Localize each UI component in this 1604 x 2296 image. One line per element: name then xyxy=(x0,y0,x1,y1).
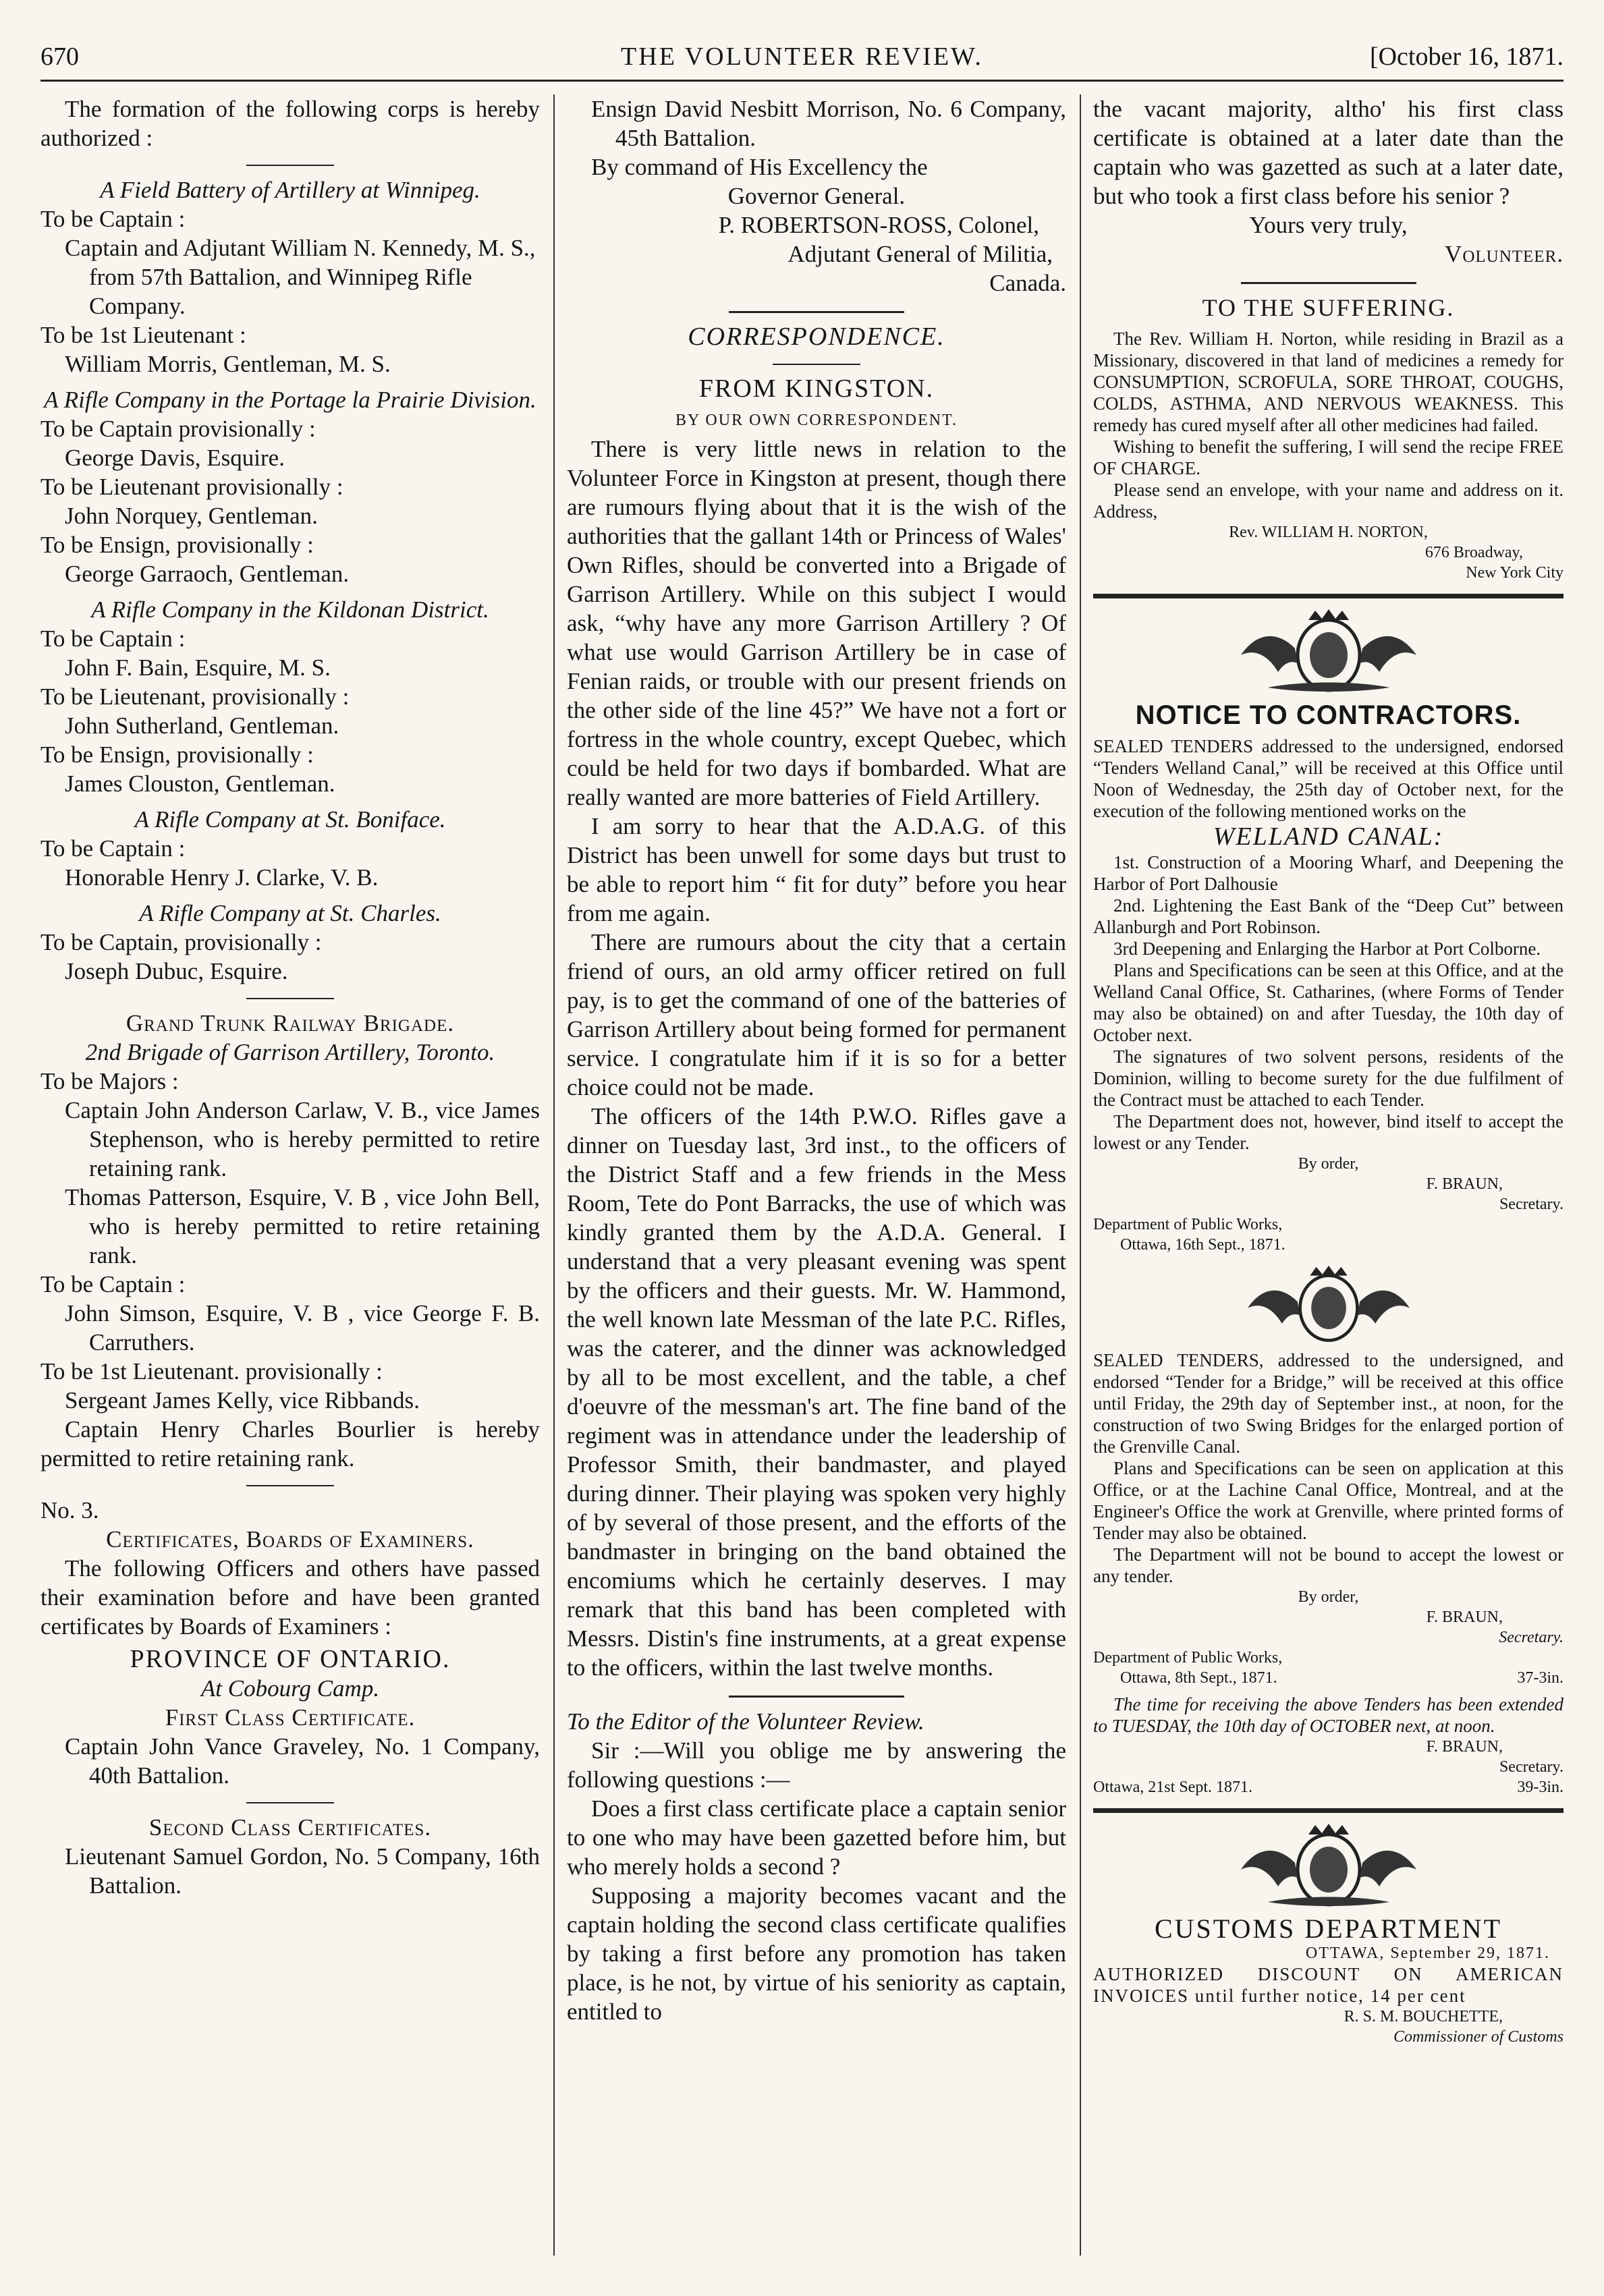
separator xyxy=(246,1802,334,1803)
province-heading: PROVINCE OF ONTARIO. xyxy=(130,1645,451,1673)
notice-signature: By order, xyxy=(1298,1155,1359,1173)
columns xyxy=(40,94,1564,2269)
masthead-title: THE VOLUNTEER REVIEW. xyxy=(621,43,983,71)
appointment: Captain and Adjutant William N. Kennedy, M. S., from 57th Battalion, and Winnipeg Rifle Company. xyxy=(65,235,536,319)
notice-text: The time for receiving the above Tenders has been extended to TUESDAY, the 10th day of OCTOBER next, at noon. xyxy=(1093,1694,1564,1736)
paragraph: Sir :—Will you oblige me by answering the following questions :— xyxy=(567,1737,1066,1793)
text-line: By command of His Excellency the xyxy=(591,154,928,180)
notice-text: The signatures of two solvent persons, residents of the Dominion, willing to become surety for the due fulfilment of the Contract must be attached to each Tender. xyxy=(1093,1046,1564,1110)
appointment: Captain John Anderson Carlaw, V. B., vice James Stephenson, who is hereby permitted to retire retaining rank. xyxy=(65,1097,540,1181)
subheading: 2nd Brigade of Garrison Artillery, Toronto. xyxy=(85,1039,495,1065)
notice-text: 2nd. Lightening the East Bank of the “Deep Cut” between Allanburgh and Port Robinson. xyxy=(1093,895,1564,937)
appointment: Honorable Henry J. Clarke, V. B. xyxy=(65,864,379,891)
notice-dept-block xyxy=(1093,1648,1564,1688)
text-line: Governor General. xyxy=(727,183,906,209)
notice-signature: By order, xyxy=(1298,1588,1359,1606)
appointment: Lieutenant Samuel Gordon, No. 5 Company, 16th Battalion. xyxy=(65,1843,540,1899)
notice-signature: Secretary. xyxy=(1499,1196,1564,1213)
section-heading: A Field Battery of Artillery at Winnipeg. xyxy=(100,177,480,203)
notice-text: Plans and Specifications can be seen on application at this Office, or at the Lachine Canal Office, Montreal, and at the Engineer's Office the work at Grenville, where printed forms of Tender may also be obtained. xyxy=(1093,1458,1564,1543)
text-line: To be Majors : xyxy=(40,1068,179,1094)
ad-text: Wishing to benefit the suffering, I will send the recipe FREE OF CHARGE. xyxy=(1093,437,1564,478)
appointment: John F. Bain, Esquire, M. S. xyxy=(65,654,331,681)
notice-signature: F. BRAUN, xyxy=(1426,1608,1503,1626)
notice-signature: F. BRAUN, xyxy=(1426,1175,1503,1193)
signature: P. ROBERTSON-ROSS, Colonel, xyxy=(718,212,1039,238)
section-heading: CORRESPONDENCE. xyxy=(688,323,945,351)
paragraph: There are rumours about the city that a certain friend of ours, an old army officer retired on full pay, is to get the command of one of the batteries of Garrison Artillery about being formed for permanent service. I congratulate him if it is so for a better choice could not be made. xyxy=(567,929,1066,1100)
appointment: John Norquey, Gentleman. xyxy=(65,503,318,529)
notice-date-block xyxy=(1093,1777,1564,1797)
text-line: To be Captain, provisionally : xyxy=(40,929,322,955)
section-heading: A Rifle Company in the Portage la Prairie Division. xyxy=(44,387,536,413)
paragraph: Captain Henry Charles Bourlier is hereby permitted to retire retaining rank. xyxy=(40,1416,540,1472)
text-line: Yours very truly, xyxy=(1249,212,1408,238)
notice-code: 37-3in. xyxy=(1517,1669,1564,1687)
separator xyxy=(729,1696,904,1698)
running-header xyxy=(40,34,1564,81)
notice-subheading: WELLAND CANAL: xyxy=(1213,822,1444,851)
appointment: Joseph Dubuc, Esquire. xyxy=(65,958,288,984)
column-3 xyxy=(1093,94,1564,2269)
separator xyxy=(773,364,860,365)
signature: Canada. xyxy=(989,270,1066,296)
text-line: To be Captain provisionally : xyxy=(40,416,316,442)
column-1 xyxy=(40,94,540,2269)
customs-text: AUTHORIZED DISCOUNT ON AMERICAN INVOICES until further notice, 14 per cent xyxy=(1093,1964,1564,2006)
ad-text: Please send an envelope, with your name and address on it. Address, xyxy=(1093,480,1564,522)
heavy-rule xyxy=(1093,594,1564,598)
text-line: To be Captain : xyxy=(40,1271,186,1297)
appointment: James Clouston, Gentleman. xyxy=(65,771,335,797)
paragraph: Does a first class certificate place a captain senior to one who may have been gazetted before him, but who merely holds a second ? xyxy=(567,1795,1066,1880)
separator xyxy=(246,1485,334,1486)
ad-heading: TO THE SUFFERING. xyxy=(1202,294,1455,321)
paragraph: The following Officers and others have passed their examination before and have been granted certificates by Boards of Examiners : xyxy=(40,1555,540,1640)
separator xyxy=(246,998,334,999)
section-heading: Grand Trunk Railway Brigade. xyxy=(126,1010,455,1036)
appointment: George Garraoch, Gentleman. xyxy=(65,561,350,587)
separator xyxy=(1241,282,1416,284)
notice-text: The Department will not be bound to accept the lowest or any tender. xyxy=(1093,1544,1564,1586)
section-heading: A Rifle Company at St. Charles. xyxy=(139,900,441,926)
article-heading: FROM KINGSTON. xyxy=(698,374,935,403)
text-line: To be Captain : xyxy=(40,206,186,232)
letter-heading: To the Editor of the Volunteer Review. xyxy=(567,1708,924,1735)
subheading: Second Class Certificates. xyxy=(148,1814,432,1841)
appointment: Captain John Vance Graveley, No. 1 Company, 40th Battalion. xyxy=(65,1733,540,1789)
page-number: 670 xyxy=(40,43,79,71)
notice-code: 39-3in. xyxy=(1517,1779,1564,1796)
text-line: To be Ensign, provisionally : xyxy=(40,532,314,558)
subheading: At Cobourg Camp. xyxy=(200,1675,380,1702)
royal-arms-emblem xyxy=(1227,1822,1430,1910)
appointment: Sergeant James Kelly, vice Ribbands. xyxy=(65,1387,420,1413)
text-line: To be Lieutenant provisionally : xyxy=(40,474,343,500)
paragraph: the vacant majority, altho' his first class certificate is obtained at a later date than the captain who was gazetted as such at a later date, but who took a first class before his senior ? xyxy=(1093,96,1564,209)
heavy-rule xyxy=(1093,1808,1564,1813)
notice-signature: Secretary. xyxy=(1499,1629,1564,1646)
royal-arms-emblem xyxy=(1234,1264,1423,1345)
notice-signature: Secretary. xyxy=(1499,1758,1564,1776)
appointment: John Sutherland, Gentleman. xyxy=(65,712,339,739)
text-line: To be Ensign, provisionally : xyxy=(40,741,314,768)
header-rule xyxy=(40,80,1564,82)
text-line: To be 1st Lieutenant. provisionally : xyxy=(40,1358,383,1384)
notice-text: 1st. Construction of a Mooring Wharf, and Deepening the Harbor of Port Dalhousie xyxy=(1093,852,1564,894)
notice-text: SEALED TENDERS, addressed to the undersigned, and endorsed “Tender for a Bridge,” will be received at this office until Friday, the 29th day of September inst., at noon, for the construction of two Swing Bridges for the enlarged portion of the Grenville Canal. xyxy=(1093,1350,1564,1457)
section-heading: A Rifle Company in the Kildonan District. xyxy=(91,596,489,623)
customs-heading: CUSTOMS DEPARTMENT xyxy=(1154,1913,1503,1944)
section-heading: Certificates, Boards of Examiners. xyxy=(106,1526,474,1552)
signature: Adjutant General of Militia, xyxy=(787,241,1053,267)
ad-text: The Rev. William H. Norton, while residing in Brazil as a Missionary, discovered in that land of medicines a remedy for CONSUMPTION, SCROFULA, SORE THROAT, COUGHS, COLDS, ASTHMA, AND NERVOUS WEAKNESS. This remedy has cured myself after all other medicines had failed. xyxy=(1093,329,1564,435)
notice-text: The Department does not, however, bind itself to accept the lowest or any Tender. xyxy=(1093,1111,1564,1153)
subheading: First Class Certificate. xyxy=(165,1704,416,1731)
appointment: Thomas Patterson, Esquire, V. B , vice John Bell, who is hereby permitted to retire retaining rank. xyxy=(65,1184,540,1268)
paragraph: The formation of the following corps is hereby authorized : xyxy=(40,96,540,151)
royal-arms-emblem xyxy=(1227,608,1430,696)
notice-heading: NOTICE TO CONTRACTORS. xyxy=(1135,700,1522,730)
paragraph: The officers of the 14th P.W.O. Rifles gave a dinner on Tuesday last, 3rd inst., to the officers of the District Staff and a few friends in the Mess Room, Tete do Pont Barracks, the use of which was kindly granted them by the A.D.A. General. I understand that a very pleasant evening was spent by the officers and their guests. Mr. W. Hammond, the well known late Messman of the late P.C. Rifles, was the caterer, and the dinner was acknowledged by all to be most excellent, and the table, a chef d'oeuvre of the messman's art. The fine band of the regiment was in attendance under the leadership of Professor Smith, their bandmaster, and played during dinner. Their playing was spoken very highly of by several of those present, and the efforts of the bandmaster in bringing on the band obtained the encomiums which he certainly deserves. I may remark that this band has been completed with Messrs. Distin's fine instruments, at a great expense to the officers, within the last twelve months. xyxy=(567,1103,1066,1681)
notice-text: SEALED TENDERS addressed to the undersigned, endorsed “Tenders Welland Canal,” will be received at this Office until Noon of Wednesday, the 25th day of October next, for the execution of the following mentioned works on the xyxy=(1093,736,1564,821)
section-heading: A Rifle Company at St. Boniface. xyxy=(134,806,446,833)
ad-signature: 676 Broadway, xyxy=(1425,544,1523,561)
ad-signature: Rev. WILLIAM H. NORTON, xyxy=(1229,524,1428,541)
appointment: John Simson, Esquire, V. B , vice George F. B. Carruthers. xyxy=(65,1300,540,1355)
separator xyxy=(246,165,334,166)
byline: BY OUR OWN CORRESPONDENT. xyxy=(675,412,958,429)
appointment: Ensign David Nesbitt Morrison, No. 6 Company, 45th Battalion. xyxy=(591,96,1066,151)
notice-signature: F. BRAUN, xyxy=(1426,1738,1503,1756)
order-number: No. 3. xyxy=(40,1497,99,1523)
customs-signature: R. S. M. BOUCHETTE, xyxy=(1344,2008,1503,2025)
notice-dept: Department of Public Works, xyxy=(1093,1216,1283,1233)
notice-dept: Ottawa, 16th Sept., 1871. xyxy=(1120,1236,1285,1254)
paragraph: Supposing a majority becomes vacant and the captain holding the second class certificate qualifies by taking a first before any promotion has taken place, is he not, by virtue of his seniority as captain, entitled to xyxy=(567,1882,1066,2025)
notice-text: 3rd Deepening and Enlarging the Harbor at Port Colborne. xyxy=(1113,939,1541,959)
notice-text: Plans and Specifications can be seen at this Office, and at the Welland Canal Office, St. Catharines, (where Forms of Tender may also be obtained) on and after Tuesday, the 10th day of October next. xyxy=(1093,960,1564,1045)
customs-date: OTTAWA, September 29, 1871. xyxy=(1305,1944,1550,1962)
paragraph: I am sorry to hear that the A.D.A.G. of this District has been unwell for some days but trust to be able to report him “ fit for duty” before you hear from me again. xyxy=(567,813,1066,926)
text-line: To be 1st Lieutenant : xyxy=(40,322,246,348)
notice-date: Ottawa, 21st Sept. 1871. xyxy=(1093,1779,1252,1796)
signature: Volunteer. xyxy=(1445,241,1564,267)
separator xyxy=(729,311,904,313)
text-line: To be Captain : xyxy=(40,625,186,652)
text-line: To be Lieutenant, provisionally : xyxy=(40,683,350,710)
appointment: George Davis, Esquire. xyxy=(65,445,285,471)
column-2 xyxy=(567,94,1066,2269)
text-line: To be Captain : xyxy=(40,835,186,862)
ad-signature: New York City xyxy=(1466,564,1564,582)
notice-dept: Ottawa, 8th Sept., 1871. xyxy=(1120,1669,1277,1687)
customs-signature: Commissioner of Customs xyxy=(1393,2028,1564,2046)
appointment: William Morris, Gentleman, M. S. xyxy=(65,351,391,377)
paragraph: There is very little news in relation to the Volunteer Force in Kingston at present, though there are rumours flying about that it is the wish of the authorities that the gallant 14th or Princess of Wales' Own Rifles, should be converted into a Brigade of Garrison Artillery. While on this subject I would ask, “why have any more Garrison Artillery ? Of what use would Garrison Artillery be in case of Fenian raids, or trouble with our present friends on the other side of the line 45?” We have not a fort or fortress in the whole country, except Quebec, which could be held for two days if bombarded. What are really wanted are more batteries of Field Artillery. xyxy=(567,436,1066,810)
issue-date: [October 16, 1871. xyxy=(1369,43,1564,71)
notice-dept: Department of Public Works, xyxy=(1093,1649,1283,1667)
